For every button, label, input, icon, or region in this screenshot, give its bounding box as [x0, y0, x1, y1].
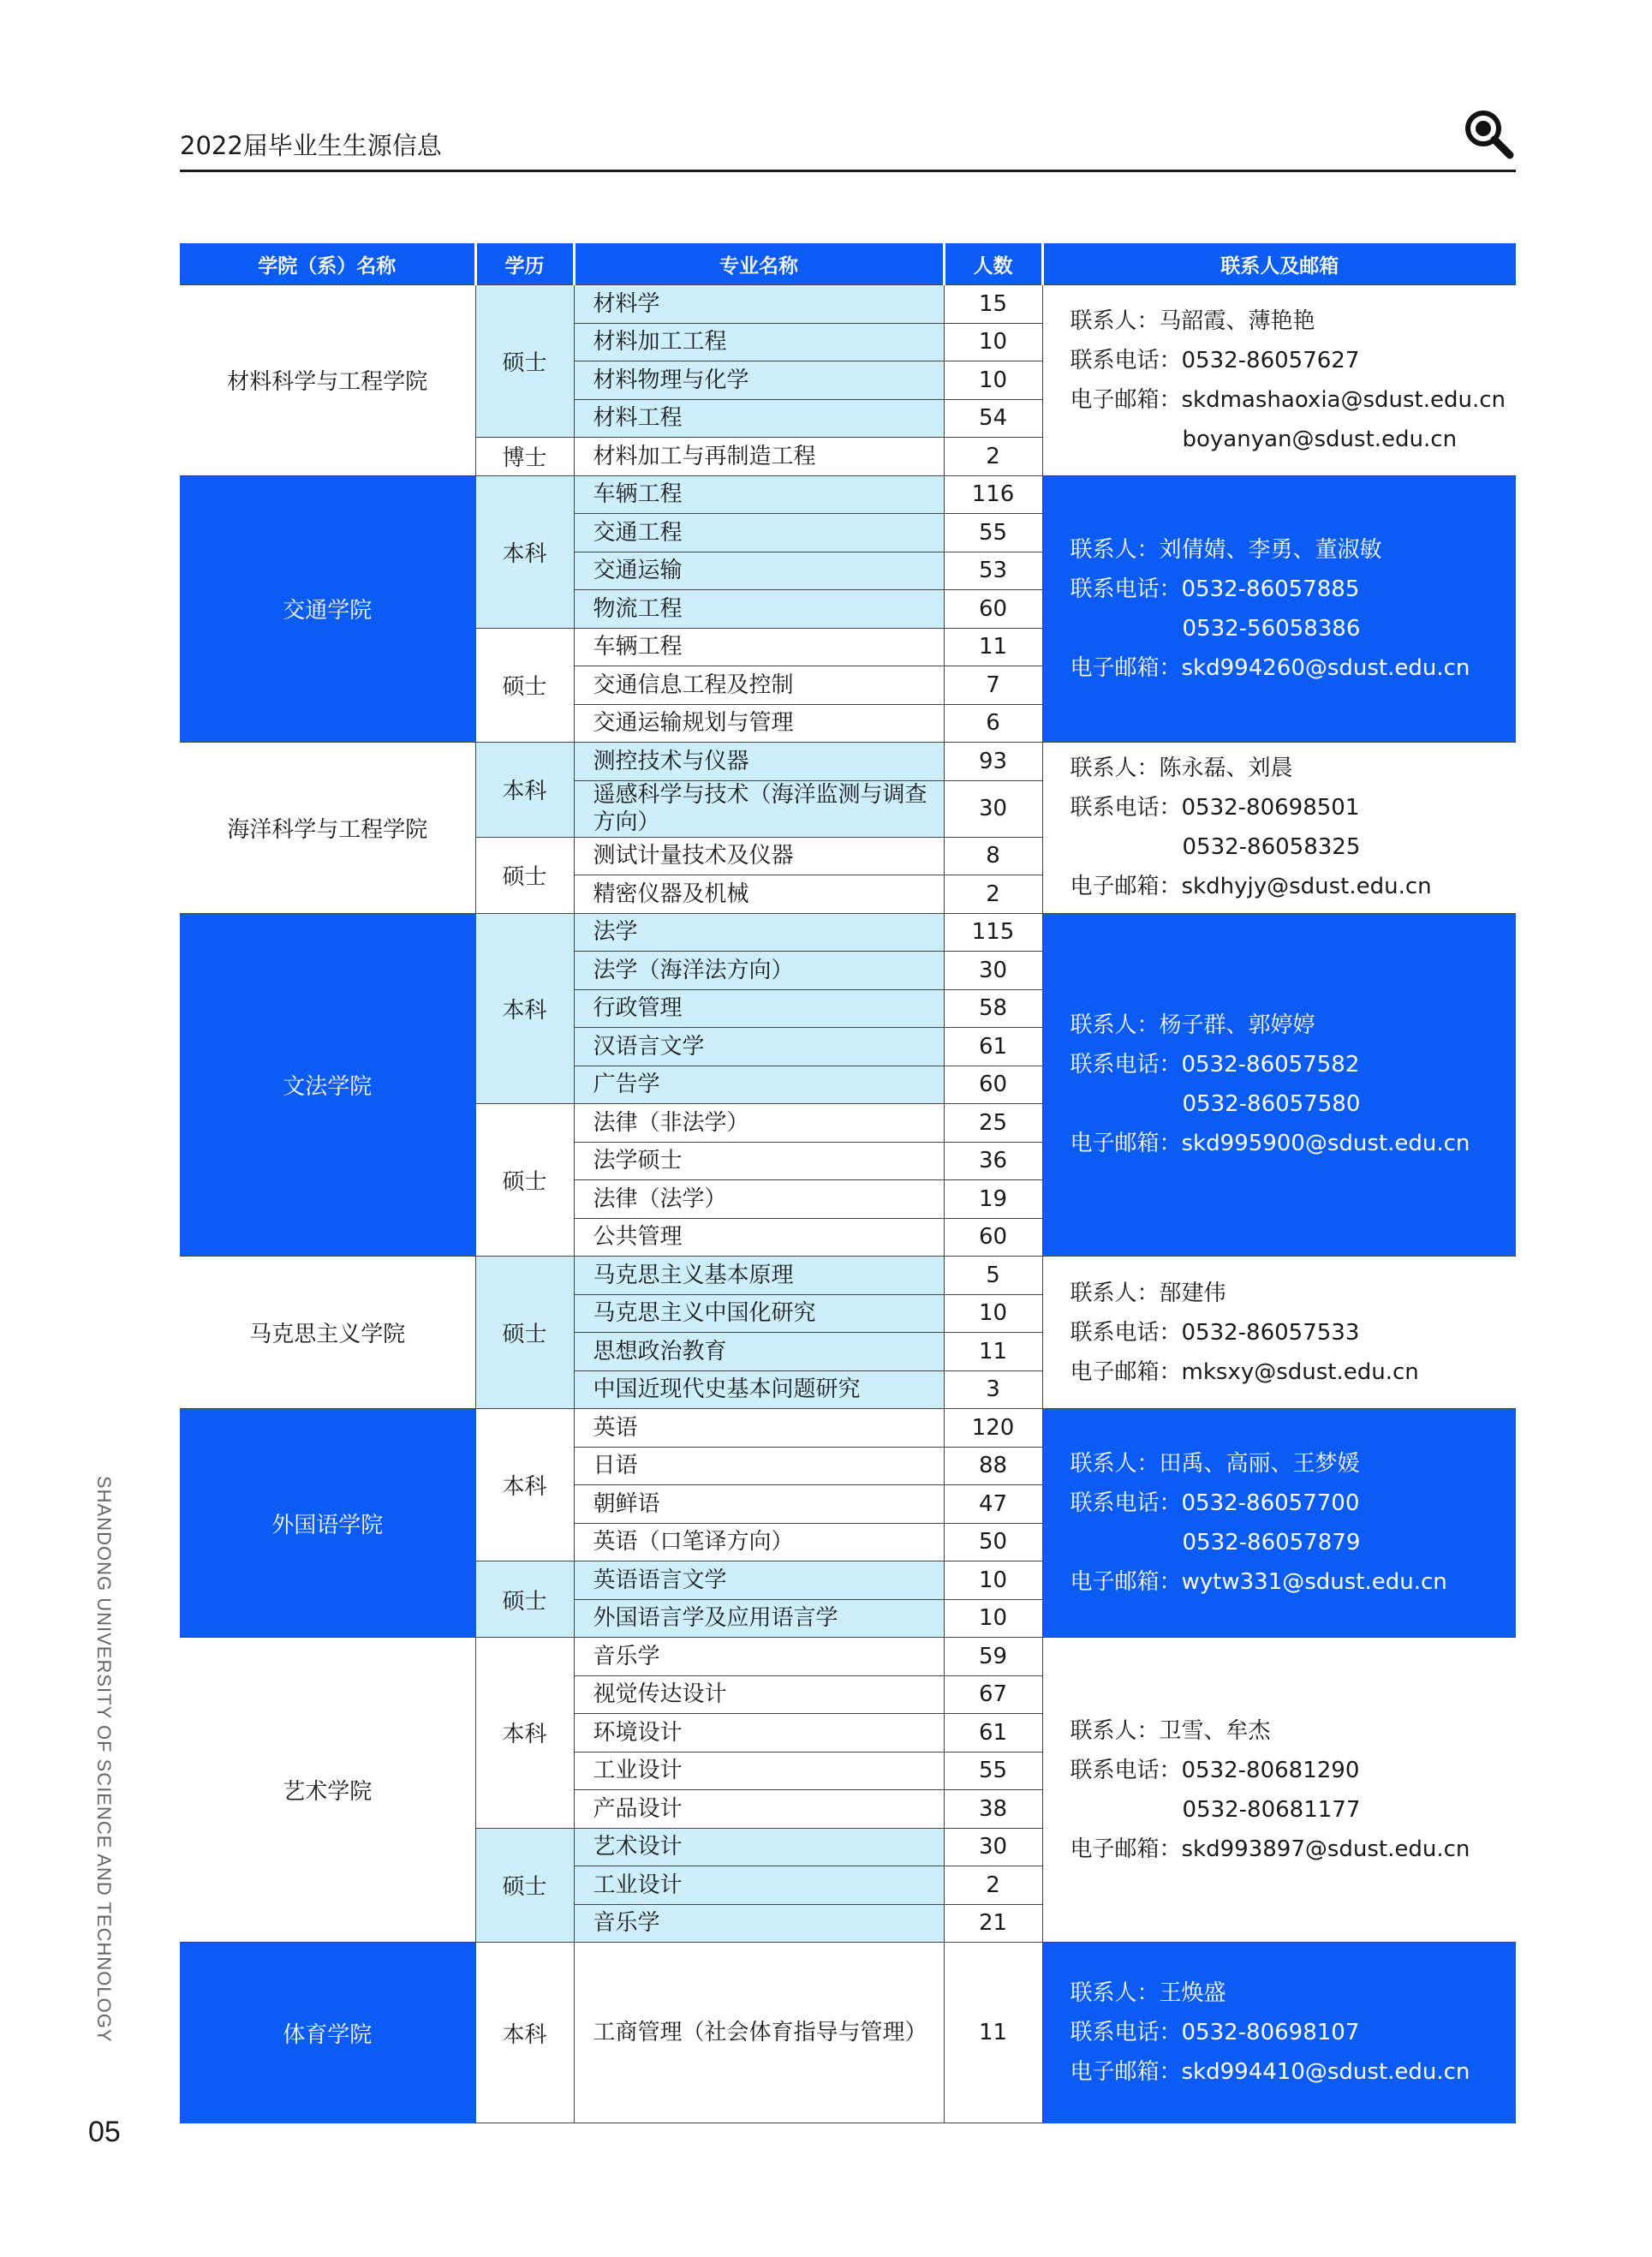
- header-college: 学院（系）名称: [180, 243, 475, 285]
- major-name: 艺术设计: [574, 1828, 944, 1866]
- header-divider: [180, 170, 1516, 172]
- degree-level: 本科: [475, 1943, 574, 2123]
- contact-line: 0532-80681177: [1182, 1796, 1361, 1823]
- contact-line: 联系人：田禹、高丽、王梦媛: [1070, 1451, 1360, 1477]
- college-name: 艺术学院: [180, 1638, 475, 1943]
- student-count: 21: [944, 1904, 1042, 1943]
- major-name: 交通信息工程及控制: [574, 666, 944, 705]
- student-count: 55: [944, 514, 1042, 552]
- student-count: 93: [944, 743, 1042, 781]
- contact-info: [1042, 743, 1516, 914]
- contact-info: [1042, 1638, 1516, 1943]
- major-name: 公共管理: [574, 1218, 944, 1257]
- table-row: [180, 475, 1516, 514]
- degree-level: 硕士: [475, 1257, 574, 1409]
- student-count: 67: [944, 1675, 1042, 1714]
- contact-line: 电子邮箱：skd993897@sdust.edu.cn: [1070, 1836, 1470, 1862]
- contact-line: 电子邮箱：skdmashaoxia@sdust.edu.cn: [1070, 386, 1506, 413]
- major-name: 材料加工工程: [574, 323, 944, 361]
- major-name: 中国近现代史基本问题研究: [574, 1370, 944, 1409]
- major-name: 外国语言学及应用语言学: [574, 1599, 944, 1638]
- contact-line: 电子邮箱：skdhyjy@sdust.edu.cn: [1070, 874, 1432, 900]
- student-count: 5: [944, 1257, 1042, 1295]
- student-count: 38: [944, 1790, 1042, 1829]
- degree-level: 本科: [475, 1409, 574, 1561]
- header-contact: 联系人及邮箱: [1042, 243, 1516, 285]
- major-name: 法律（非法学）: [574, 1104, 944, 1143]
- degree-level: 本科: [475, 1638, 574, 1829]
- student-count: 10: [944, 361, 1042, 400]
- student-count: 88: [944, 1447, 1042, 1485]
- contact-line: 电子邮箱：mksxy@sdust.edu.cn: [1070, 1358, 1419, 1385]
- major-name: 英语语言文学: [574, 1561, 944, 1600]
- table-row: [180, 1943, 1516, 2123]
- student-count: 11: [944, 628, 1042, 666]
- major-name: 工商管理（社会体育指导与管理）: [574, 1943, 944, 2123]
- graduate-source-table: [180, 243, 1516, 2123]
- contact-info: [1042, 475, 1516, 743]
- contact-line: boyanyan@sdust.edu.cn: [1182, 426, 1458, 452]
- major-name: 法律（法学）: [574, 1180, 944, 1219]
- contact-line: 电子邮箱：skd994410@sdust.edu.cn: [1070, 2059, 1470, 2086]
- major-name: 音乐学: [574, 1904, 944, 1943]
- page-header-title: 2022届毕业生生源信息: [180, 131, 442, 160]
- major-name: 法学: [574, 913, 944, 952]
- student-count: 10: [944, 323, 1042, 361]
- student-count: 60: [944, 1218, 1042, 1257]
- degree-level: 本科: [475, 913, 574, 1104]
- student-count: 36: [944, 1142, 1042, 1180]
- college-name: 材料科学与工程学院: [180, 285, 475, 476]
- degree-level: 硕士: [475, 285, 574, 438]
- contact-line: 联系电话：0532-86057627: [1070, 347, 1360, 373]
- student-count: 53: [944, 552, 1042, 590]
- header-count: 人数: [944, 243, 1042, 285]
- degree-level: 硕士: [475, 628, 574, 743]
- major-name: 工业设计: [574, 1752, 944, 1790]
- contact-line: 联系人：陈永磊、刘晨: [1070, 755, 1293, 782]
- student-count: 116: [944, 475, 1042, 514]
- major-name: 精密仪器及机械: [574, 875, 944, 914]
- student-count: 60: [944, 590, 1042, 629]
- table-row: [180, 285, 1516, 324]
- major-name: 车辆工程: [574, 628, 944, 666]
- major-name: 测控技术与仪器: [574, 743, 944, 781]
- degree-level: 本科: [475, 743, 574, 838]
- major-name: 材料工程: [574, 399, 944, 438]
- contact-line: 0532-86057879: [1182, 1530, 1361, 1555]
- table-body: [180, 285, 1516, 2123]
- major-name: 行政管理: [574, 989, 944, 1028]
- major-name: 汉语言文学: [574, 1028, 944, 1066]
- major-name: 工业设计: [574, 1866, 944, 1905]
- contact-line: 联系人：王焕盛: [1070, 1980, 1226, 2007]
- degree-level: 硕士: [475, 1828, 574, 1943]
- college-name: 海洋科学与工程学院: [180, 743, 475, 914]
- degree-level: 博士: [475, 438, 574, 476]
- major-name: 测试计量技术及仪器: [574, 837, 944, 875]
- contact-line: 联系电话：0532-80698107: [1070, 2020, 1360, 2046]
- major-name: 马克思主义基本原理: [574, 1257, 944, 1295]
- degree-level: 硕士: [475, 1561, 574, 1638]
- contact-line: 联系人：郚建伟: [1070, 1280, 1226, 1306]
- degree-level: 硕士: [475, 1104, 574, 1257]
- student-count: 61: [944, 1028, 1042, 1066]
- contact-info: [1042, 1257, 1516, 1409]
- student-count: 55: [944, 1752, 1042, 1790]
- college-name: 交通学院: [180, 475, 475, 743]
- contact-line: 电子邮箱：wytw331@sdust.edu.cn: [1070, 1569, 1447, 1595]
- table-header-row: [180, 243, 1516, 285]
- student-count: 54: [944, 399, 1042, 438]
- header-major: 专业名称: [574, 243, 944, 285]
- major-name: 遥感科学与技术（海洋监测与调查方向）: [574, 780, 944, 837]
- contact-line: 联系电话：0532-86057700: [1070, 1490, 1360, 1516]
- major-name: 思想政治教育: [574, 1333, 944, 1371]
- student-count: 115: [944, 913, 1042, 952]
- contact-line: 联系电话：0532-86057885: [1070, 576, 1360, 602]
- student-count: 50: [944, 1523, 1042, 1561]
- student-count: 11: [944, 1943, 1042, 2123]
- major-name: 日语: [574, 1447, 944, 1485]
- student-count: 10: [944, 1561, 1042, 1600]
- college-name: 体育学院: [180, 1943, 475, 2123]
- student-count: 25: [944, 1104, 1042, 1143]
- contact-line: 0532-86057580: [1182, 1091, 1361, 1118]
- college-name: 外国语学院: [180, 1409, 475, 1638]
- contact-line: 联系人：马韶霞、薄艳艳: [1070, 308, 1315, 334]
- contact-line: 联系电话：0532-80681290: [1070, 1757, 1360, 1783]
- student-count: 58: [944, 989, 1042, 1028]
- table-row: [180, 1409, 1516, 1448]
- side-university-name: SHANDONG UNIVERSITY OF SCIENCE AND TECHNOLOGY: [93, 1476, 115, 2043]
- student-count: 30: [944, 952, 1042, 990]
- contact-info: [1042, 285, 1516, 476]
- major-name: 广告学: [574, 1066, 944, 1104]
- student-count: 10: [944, 1294, 1042, 1333]
- college-name: 文法学院: [180, 913, 475, 1257]
- degree-level: 本科: [475, 475, 574, 628]
- student-count: 30: [944, 780, 1042, 837]
- contact-line: 联系电话：0532-86057533: [1070, 1319, 1360, 1346]
- student-count: 120: [944, 1409, 1042, 1448]
- contact-line: 联系人：杨子群、郭婷婷: [1070, 1012, 1315, 1039]
- student-count: 3: [944, 1370, 1042, 1409]
- table-row: [180, 1257, 1516, 1295]
- major-name: 材料物理与化学: [574, 361, 944, 400]
- table-row: [180, 913, 1516, 952]
- student-count: 6: [944, 704, 1042, 743]
- student-count: 19: [944, 1180, 1042, 1219]
- major-name: 材料学: [574, 285, 944, 324]
- major-name: 材料加工与再制造工程: [574, 438, 944, 476]
- major-name: 物流工程: [574, 590, 944, 629]
- contact-line: 0532-56058386: [1182, 615, 1361, 642]
- major-name: 交通运输: [574, 552, 944, 590]
- contact-line: 0532-86058325: [1182, 834, 1361, 861]
- contact-line: 联系电话：0532-86057582: [1070, 1052, 1360, 1078]
- major-name: 音乐学: [574, 1638, 944, 1676]
- degree-level: 硕士: [475, 837, 574, 913]
- student-count: 7: [944, 666, 1042, 705]
- student-count: 61: [944, 1714, 1042, 1752]
- major-name: 马克思主义中国化研究: [574, 1294, 944, 1333]
- contact-info: [1042, 1943, 1516, 2123]
- major-name: 产品设计: [574, 1790, 944, 1829]
- student-count: 30: [944, 1828, 1042, 1866]
- student-count: 10: [944, 1599, 1042, 1638]
- contact-info: [1042, 1409, 1516, 1638]
- student-count: 2: [944, 875, 1042, 914]
- major-name: 交通工程: [574, 514, 944, 552]
- table-row: [180, 743, 1516, 781]
- page-number: 05: [88, 2116, 121, 2148]
- major-name: 英语: [574, 1409, 944, 1448]
- major-name: 朝鲜语: [574, 1485, 944, 1524]
- contact-line: 电子邮箱：skd995900@sdust.edu.cn: [1070, 1131, 1470, 1157]
- contact-line: 联系电话：0532-80698501: [1070, 795, 1360, 821]
- student-count: 60: [944, 1066, 1042, 1104]
- student-count: 2: [944, 438, 1042, 476]
- major-name: 法学硕士: [574, 1142, 944, 1180]
- table-row: [180, 1638, 1516, 1676]
- major-name: 车辆工程: [574, 475, 944, 514]
- student-count: 15: [944, 285, 1042, 324]
- major-name: 法学（海洋法方向）: [574, 952, 944, 990]
- contact-line: 电子邮箱：skd994260@sdust.edu.cn: [1070, 654, 1470, 681]
- contact-line: 联系人：刘倩婧、李勇、董淑敏: [1070, 536, 1382, 563]
- student-count: 47: [944, 1485, 1042, 1524]
- major-name: 视觉传达设计: [574, 1675, 944, 1714]
- contact-info: [1042, 913, 1516, 1257]
- student-count: 11: [944, 1333, 1042, 1371]
- student-count: 8: [944, 837, 1042, 875]
- major-name: 环境设计: [574, 1714, 944, 1752]
- magnifier-icon: [1463, 108, 1514, 159]
- college-name: 马克思主义学院: [180, 1257, 475, 1409]
- contact-line: 联系人：卫雪、牟杰: [1070, 1717, 1271, 1744]
- student-count: 2: [944, 1866, 1042, 1905]
- student-count: 59: [944, 1638, 1042, 1676]
- major-name: 交通运输规划与管理: [574, 704, 944, 743]
- major-name: 英语（口笔译方向）: [574, 1523, 944, 1561]
- header-degree: 学历: [475, 243, 574, 285]
